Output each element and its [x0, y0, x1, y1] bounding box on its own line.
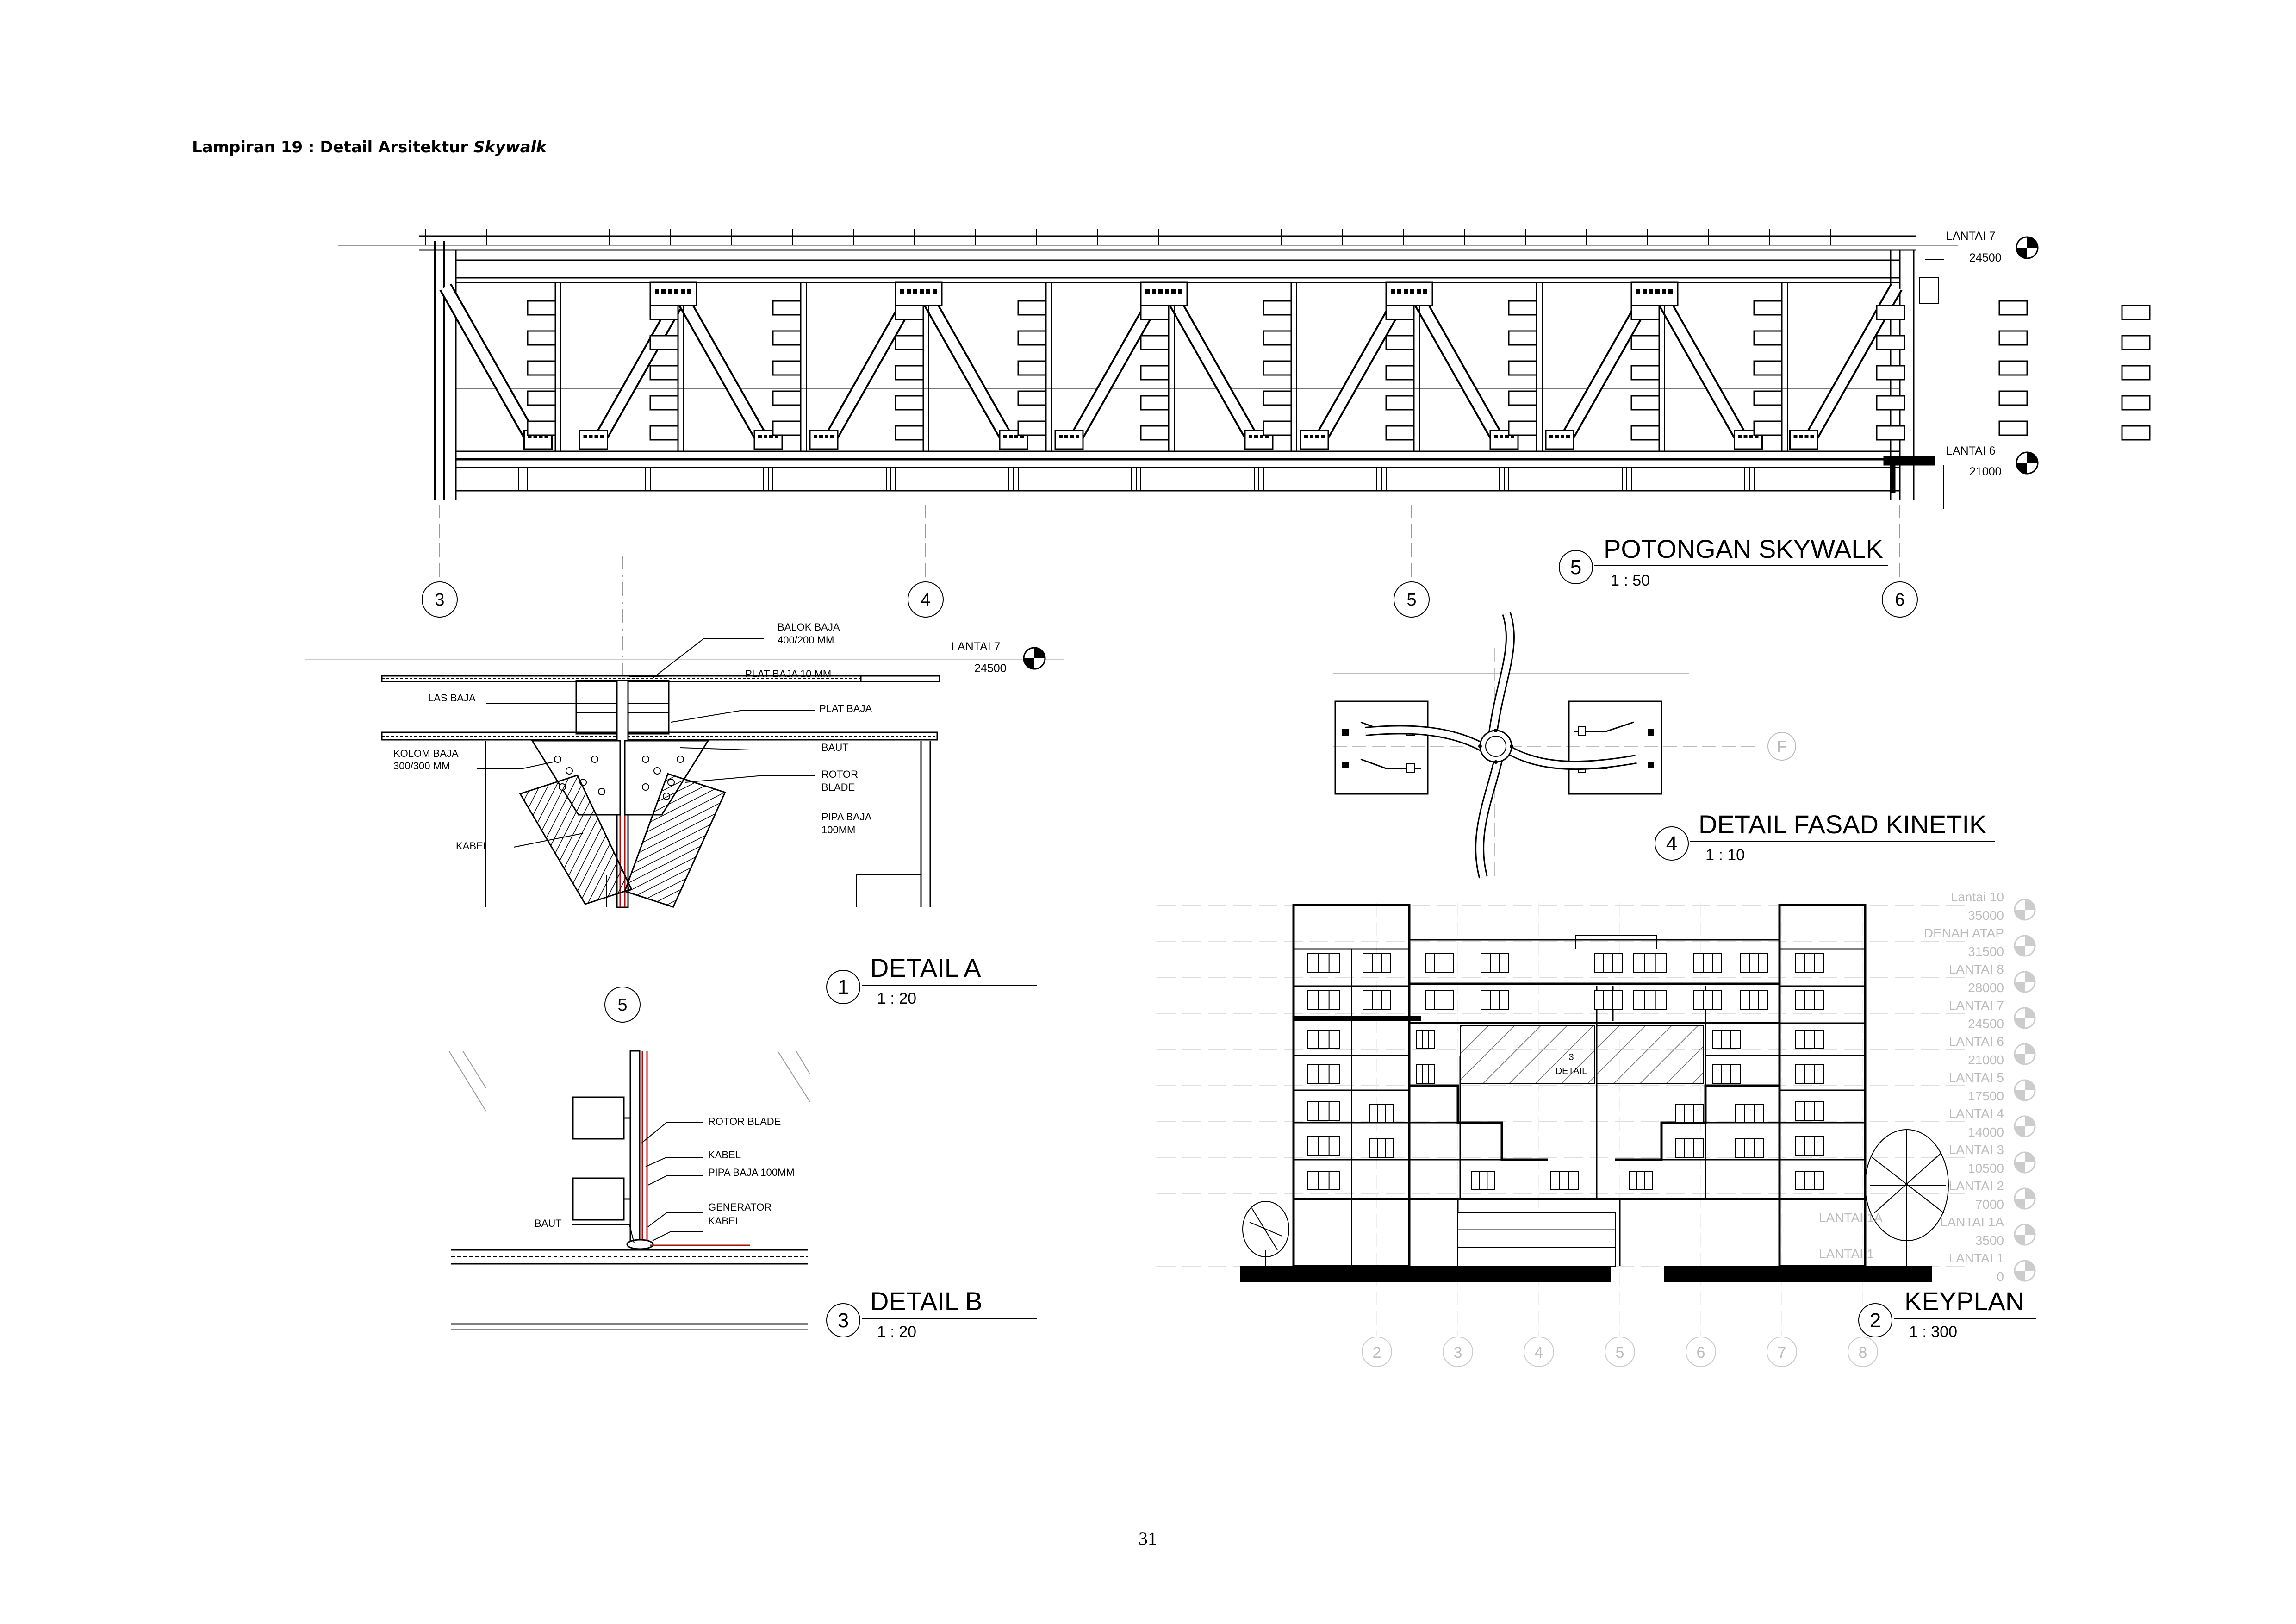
- datum-icon: [2016, 237, 2038, 258]
- window: [1550, 1171, 1578, 1190]
- drawing-number: 5: [1570, 556, 1582, 579]
- gusset-plate: [1790, 431, 1818, 449]
- label-pipa-size: 100MM: [821, 824, 856, 836]
- grid-bubble-label: 5: [1406, 590, 1417, 610]
- rotor-blade-panel: [1018, 391, 1046, 405]
- datum-icon: [2016, 452, 2038, 474]
- rotor-blade-panel: [896, 306, 923, 319]
- rotor-blade-panel: [2122, 366, 2150, 380]
- drawing-scale: 1 : 300: [1909, 1323, 1957, 1341]
- window: [1736, 1139, 1763, 1157]
- window: [1796, 954, 1823, 972]
- rotor-blade-panel: [773, 421, 801, 435]
- rotor-blade-panel: [2122, 396, 2150, 410]
- truss-diagonal: [921, 287, 1009, 442]
- rotor-blade-panel: [896, 426, 923, 440]
- rotor-blade-panel: [1386, 426, 1414, 440]
- window: [1712, 1030, 1740, 1049]
- level-elevation: 31500: [1968, 944, 2004, 959]
- detail-a: [305, 556, 1064, 1022]
- window: [1740, 954, 1768, 972]
- gusset-plate: [896, 282, 942, 306]
- rotor-blade-panel: [773, 301, 801, 315]
- rotor-blade-panel: [1754, 391, 1782, 405]
- label-rotor-blade: ROTOR BLADE: [708, 1116, 781, 1127]
- window: [1481, 991, 1509, 1009]
- rotor-blade-panel: [1263, 391, 1291, 405]
- tree-icon: [1865, 1130, 1948, 1266]
- label-plat-10mm: PLAT BAJA 10 MM: [745, 668, 832, 680]
- window: [1796, 1102, 1823, 1120]
- level-name: LANTAI 6: [1946, 444, 1996, 457]
- rotor-blade-panel: [650, 336, 678, 350]
- level-marker: [1940, 1215, 2035, 1248]
- grid-bubble-label: 6: [1895, 590, 1905, 610]
- rotor-blade-panel: [1263, 301, 1291, 315]
- level-marker-lantai-6: [1946, 444, 2038, 478]
- level-elevation: 14000: [1968, 1125, 2004, 1139]
- grid-bubble: [1443, 1337, 1473, 1367]
- gusset-plate: [580, 431, 608, 449]
- drawing-scale: 1 : 20: [877, 1323, 917, 1341]
- level-marker: [1924, 926, 2035, 959]
- rotor-blade-panel: [528, 421, 555, 435]
- label-las-baja: LAS BAJA: [428, 692, 476, 704]
- level-marker: [1949, 1106, 2035, 1139]
- page-number: 31: [1139, 1528, 1157, 1549]
- title-block-detail-b: [827, 1287, 1037, 1341]
- rotor-blade-panel: [2122, 336, 2150, 350]
- window: [1796, 991, 1823, 1009]
- grid-bubble-label: 5: [617, 995, 628, 1015]
- gusset-plate: [1055, 431, 1083, 449]
- level-elevation: 21000: [1968, 1053, 2004, 1067]
- grid-line-6: [1882, 505, 1917, 617]
- bolt: [654, 768, 660, 774]
- label-kabel: KABEL: [456, 840, 489, 852]
- level-name: LANTAI 1A: [1940, 1215, 2004, 1229]
- grid-bubble-label: 3: [435, 590, 445, 610]
- grid-bubble: [1848, 1337, 1878, 1367]
- gusset-plate: [1546, 431, 1574, 449]
- window: [1363, 991, 1391, 1009]
- rotor-blade-panel: [1018, 301, 1046, 315]
- bolt: [642, 784, 649, 790]
- grid-bubble: [1686, 1337, 1716, 1367]
- rotor-blade-panel: [1877, 306, 1904, 319]
- window: [1629, 1171, 1652, 1190]
- level-marker: [1949, 1251, 2035, 1284]
- truss-diagonal: [1412, 287, 1500, 442]
- window: [1634, 954, 1666, 972]
- rotor-blade-panel: [1018, 361, 1046, 375]
- rotor-blade-panel: [1999, 301, 2027, 315]
- skywalk-section: [338, 229, 2150, 617]
- grid-line-3: [422, 505, 457, 617]
- level-elevation: 21000: [1969, 465, 2002, 478]
- level-name: LANTAI 1: [1948, 1251, 2004, 1265]
- rotor-blade-panel: [1018, 421, 1046, 435]
- grid-bubble: [1524, 1337, 1554, 1367]
- level-elevation: 10500: [1968, 1161, 2004, 1175]
- ghost-level-label: LANTAI 1: [1819, 1247, 1874, 1261]
- rotor-blade-panel: [1999, 391, 2027, 405]
- window: [1472, 1171, 1495, 1190]
- label-pipa-baja: PIPA BAJA 100MM: [708, 1167, 795, 1178]
- window: [1307, 1171, 1340, 1190]
- tree-icon: [1243, 1201, 1289, 1268]
- rotor-blade-panel: [1631, 306, 1659, 319]
- detail-tag-number: 3: [1568, 1052, 1574, 1062]
- window: [1594, 954, 1622, 972]
- rotor-blade-panel: [1386, 396, 1414, 410]
- truss-diagonal: [676, 287, 764, 442]
- level-name: DENAH ATAP: [1923, 926, 2004, 940]
- rotor-blade-panel: [1141, 306, 1169, 319]
- level-name: LANTAI 5: [1948, 1070, 2004, 1085]
- title-block-fasad: [1655, 810, 1995, 864]
- kinetic-rotor: [1365, 613, 1636, 877]
- detail-b: [449, 1051, 1037, 1341]
- appendix-heading-text: Lampiran 19 : Detail Arsitektur: [192, 138, 473, 156]
- drawing-number: 2: [1869, 1309, 1881, 1332]
- rotor-blade-panel: [773, 331, 801, 345]
- truss-diagonal: [446, 287, 534, 442]
- drawing-title: KEYPLAN: [1904, 1287, 2024, 1316]
- drawing-title: DETAIL A: [870, 953, 981, 982]
- level-marker: [1949, 1070, 2035, 1103]
- rotor-blade-panel: [1631, 336, 1659, 350]
- window: [1425, 991, 1453, 1009]
- drawing-number: 1: [837, 976, 849, 999]
- window: [1712, 1065, 1740, 1083]
- level-name: LANTAI 7: [1948, 998, 2004, 1012]
- label-plat-baja: PLAT BAJA: [819, 703, 872, 714]
- bolt: [591, 756, 598, 762]
- rotor-blade-panel: [1877, 396, 1904, 410]
- label-kolom-size: 300/300 MM: [393, 760, 450, 772]
- level-elevation: 24500: [1968, 1017, 2004, 1031]
- level-elevation: 24500: [974, 662, 1007, 675]
- title-block-keyplan: [1859, 1287, 2036, 1341]
- drawing-title: POTONGAN SKYWALK: [1604, 534, 1883, 563]
- truss-diagonal: [1656, 287, 1744, 442]
- window: [1307, 1102, 1340, 1120]
- rotor-blade-panel: [1509, 331, 1537, 345]
- rotor-blade-panel: [1018, 331, 1046, 345]
- grid-bubble-label: F: [1777, 737, 1787, 756]
- window: [1694, 954, 1722, 972]
- grid-bubble-label: 7: [1777, 1344, 1786, 1362]
- window: [1740, 991, 1768, 1009]
- level-marker: [1949, 1179, 2035, 1212]
- level-name: LANTAI 7: [951, 640, 1001, 653]
- drawing-number: 4: [1666, 832, 1678, 855]
- window: [1307, 1065, 1340, 1083]
- level-elevation: 0: [1997, 1269, 2004, 1284]
- level-elevation: 28000: [1968, 981, 2004, 995]
- level-name: Lantai 10: [1950, 890, 2004, 904]
- keyplan: [1157, 890, 2036, 1367]
- rotor-blade-panel: [1877, 426, 1904, 440]
- window: [1370, 1104, 1393, 1123]
- rotor-blade-panel: [1263, 361, 1291, 375]
- rotor-blade-panel: [896, 336, 923, 350]
- bolt: [598, 788, 605, 795]
- window: [1425, 954, 1453, 972]
- level-name: LANTAI 6: [1948, 1034, 2004, 1049]
- rotor-blade-panel: [896, 396, 923, 410]
- window: [1370, 1139, 1393, 1157]
- window: [1796, 1030, 1823, 1049]
- label-baut: BAUT: [535, 1218, 562, 1229]
- rotor-blade-panel: [773, 391, 801, 405]
- level-name: LANTAI 7: [1946, 230, 1996, 243]
- level-marker: [1949, 998, 2035, 1031]
- rotor-blade-panel: [1754, 421, 1782, 435]
- rotor-blade-panel: [528, 391, 555, 405]
- rotor-blade-panel: [1631, 396, 1659, 410]
- facade-panel-left: [1335, 701, 1428, 794]
- window: [1675, 1104, 1703, 1123]
- label-baut: BAUT: [821, 742, 849, 753]
- grid-line-4: [908, 505, 943, 617]
- lobby-interior: [1458, 1213, 1615, 1266]
- gusset-plate: [1386, 282, 1432, 306]
- drawing-scale: 1 : 20: [877, 990, 917, 1007]
- level-marker: [1949, 1034, 2035, 1067]
- rotor-blade-panel: [1999, 331, 2027, 345]
- label-rotor: ROTOR: [821, 768, 859, 780]
- level-name: LANTAI 8: [1948, 962, 2004, 976]
- gusset-plate: [1141, 282, 1187, 306]
- rotor-blade-panel: [1754, 361, 1782, 375]
- rotor-blade-panel: [1141, 396, 1169, 410]
- level-elevation: 7000: [1975, 1197, 2004, 1212]
- drawing-title: DETAIL B: [870, 1287, 983, 1316]
- rotor-blade-panel: [1509, 361, 1537, 375]
- rotor-blade-panel: [1999, 361, 2027, 375]
- rotor-blade-panel: [1263, 421, 1291, 435]
- rotor-blade-panel: [1877, 366, 1904, 380]
- rotor-blade-panel: [1509, 391, 1537, 405]
- level-marker: [1949, 962, 2035, 995]
- level-elevation: 24500: [1969, 251, 2002, 264]
- appendix-heading-italic: Skywalk: [473, 138, 547, 156]
- window: [1594, 991, 1622, 1009]
- level-name: LANTAI 4: [1948, 1106, 2004, 1121]
- grid-bubble-label: 3: [1453, 1344, 1462, 1362]
- grid-bubble-label: 2: [1372, 1344, 1381, 1362]
- detail-fasad-kinetik: [1333, 613, 1995, 880]
- rotor-blade-panel: [1386, 336, 1414, 350]
- rotor-blade-panel: [773, 361, 801, 375]
- grid-bubble-label: 6: [1696, 1344, 1705, 1362]
- label-pipa-baja: PIPA BAJA: [821, 811, 872, 823]
- rotor-blade-panel: [1509, 421, 1537, 435]
- rotor-blade-panel: [650, 306, 678, 319]
- window: [1675, 1139, 1703, 1157]
- rotor-blade-panel: [650, 396, 678, 410]
- level-marker-lantai-7: [951, 640, 1045, 675]
- rotor-blade-panel: [1877, 336, 1904, 350]
- keyplan-grid-bubbles: [1362, 1337, 1878, 1367]
- gusset-plate: [1631, 282, 1678, 306]
- title-block-detail-a: [827, 953, 1037, 1007]
- gusset-plate: [650, 282, 697, 306]
- window: [1416, 1065, 1435, 1083]
- rotor-blade-panel: [2122, 306, 2150, 319]
- rotor-blade-panel: [528, 361, 555, 375]
- window: [1307, 1030, 1340, 1049]
- facade-panel-right: [1569, 701, 1661, 794]
- bolt: [642, 756, 649, 762]
- rotor-blade-panel: [2122, 426, 2150, 440]
- rotor-blade-panel: [528, 301, 555, 315]
- rotor-blade-panel: [1999, 421, 2027, 435]
- drawing-scale: 1 : 10: [1705, 846, 1745, 864]
- label-generator: GENERATOR: [708, 1201, 772, 1213]
- grid-line-f: [1768, 732, 1796, 760]
- grid-bubble-label: 4: [921, 590, 931, 610]
- rotor-blade-panel: [1386, 306, 1414, 319]
- bolt: [566, 768, 572, 774]
- window: [1307, 954, 1340, 972]
- bolt: [554, 756, 561, 762]
- window: [1736, 1104, 1763, 1123]
- grid-bubble-label: 4: [1534, 1344, 1543, 1362]
- level-marker-lantai-7: [1946, 230, 2038, 264]
- gusset-plate: [1300, 431, 1328, 449]
- label-balok-size: 400/200 MM: [778, 634, 834, 646]
- window: [1634, 991, 1666, 1009]
- window: [1694, 991, 1722, 1009]
- datum-icon: [1024, 648, 1045, 669]
- skywalk-hatch-2: [1597, 1025, 1703, 1083]
- rotor-blade-panel: [1631, 366, 1659, 380]
- level-elevation: 3500: [1975, 1233, 2004, 1248]
- truss-diagonal: [1166, 287, 1254, 442]
- label-kolom-baja: KOLOM BAJA: [393, 748, 459, 759]
- rotor-blade-panel: [1141, 336, 1169, 350]
- rotor-blade-panel: [896, 366, 923, 380]
- rotor-blade-panel: [650, 366, 678, 380]
- level-elevation: 17500: [1968, 1089, 2004, 1103]
- window: [1307, 1137, 1340, 1155]
- rotor-blade-panel: [1754, 301, 1782, 315]
- window: [1796, 1065, 1823, 1083]
- rotor-blade-panel: [1631, 426, 1659, 440]
- grid-line-5: [1394, 505, 1429, 617]
- level-name: LANTAI 3: [1948, 1143, 2004, 1157]
- gusset-plate: [810, 431, 838, 449]
- rotor-blade-panel: [1754, 331, 1782, 345]
- rotor-blade-panel: [1141, 426, 1169, 440]
- window: [1796, 1171, 1823, 1190]
- rotor-blade-panel: [650, 426, 678, 440]
- window: [1307, 991, 1340, 1009]
- detail-tag-label: DETAIL: [1555, 1066, 1587, 1076]
- rotor-blade-panel: [1263, 331, 1291, 345]
- window: [1796, 1137, 1823, 1155]
- grid-bubble-label: 8: [1858, 1344, 1867, 1362]
- level-elevation: 35000: [1968, 908, 2004, 923]
- label-kabel-2: KABEL: [708, 1215, 741, 1227]
- rotor-blade-panel: [528, 331, 555, 345]
- label-kabel: KABEL: [708, 1149, 741, 1161]
- drawing-title: DETAIL FASAD KINETIK: [1699, 810, 1987, 839]
- window: [1363, 954, 1391, 972]
- grid-bubble: [1605, 1337, 1635, 1367]
- rotor-blade-panel: [1141, 366, 1169, 380]
- drawing-scale: 1 : 50: [1611, 572, 1650, 589]
- window: [1481, 954, 1509, 972]
- rotor-blade-panel: [1509, 301, 1537, 315]
- level-marker: [1949, 1143, 2035, 1175]
- bolt: [677, 756, 684, 762]
- grid-bubble: [1767, 1337, 1797, 1367]
- ground-base-right: [1664, 1266, 1932, 1282]
- label-blade: BLADE: [821, 781, 855, 793]
- grid-line-5: [605, 987, 640, 1022]
- label-balok-baja: BALOK BAJA: [778, 621, 840, 633]
- grid-bubble: [1362, 1337, 1392, 1367]
- window: [1416, 1030, 1435, 1049]
- ground-base-left: [1240, 1266, 1611, 1282]
- level-marker: [1951, 890, 2035, 923]
- ghost-level-label: LANTAI 1A: [1819, 1211, 1883, 1225]
- rotor-blade-panel: [1386, 366, 1414, 380]
- level-name: LANTAI 2: [1948, 1179, 2004, 1193]
- drawing-number: 3: [837, 1309, 849, 1332]
- grid-bubble-label: 5: [1615, 1344, 1624, 1362]
- title-block-potongan: [1559, 534, 1888, 589]
